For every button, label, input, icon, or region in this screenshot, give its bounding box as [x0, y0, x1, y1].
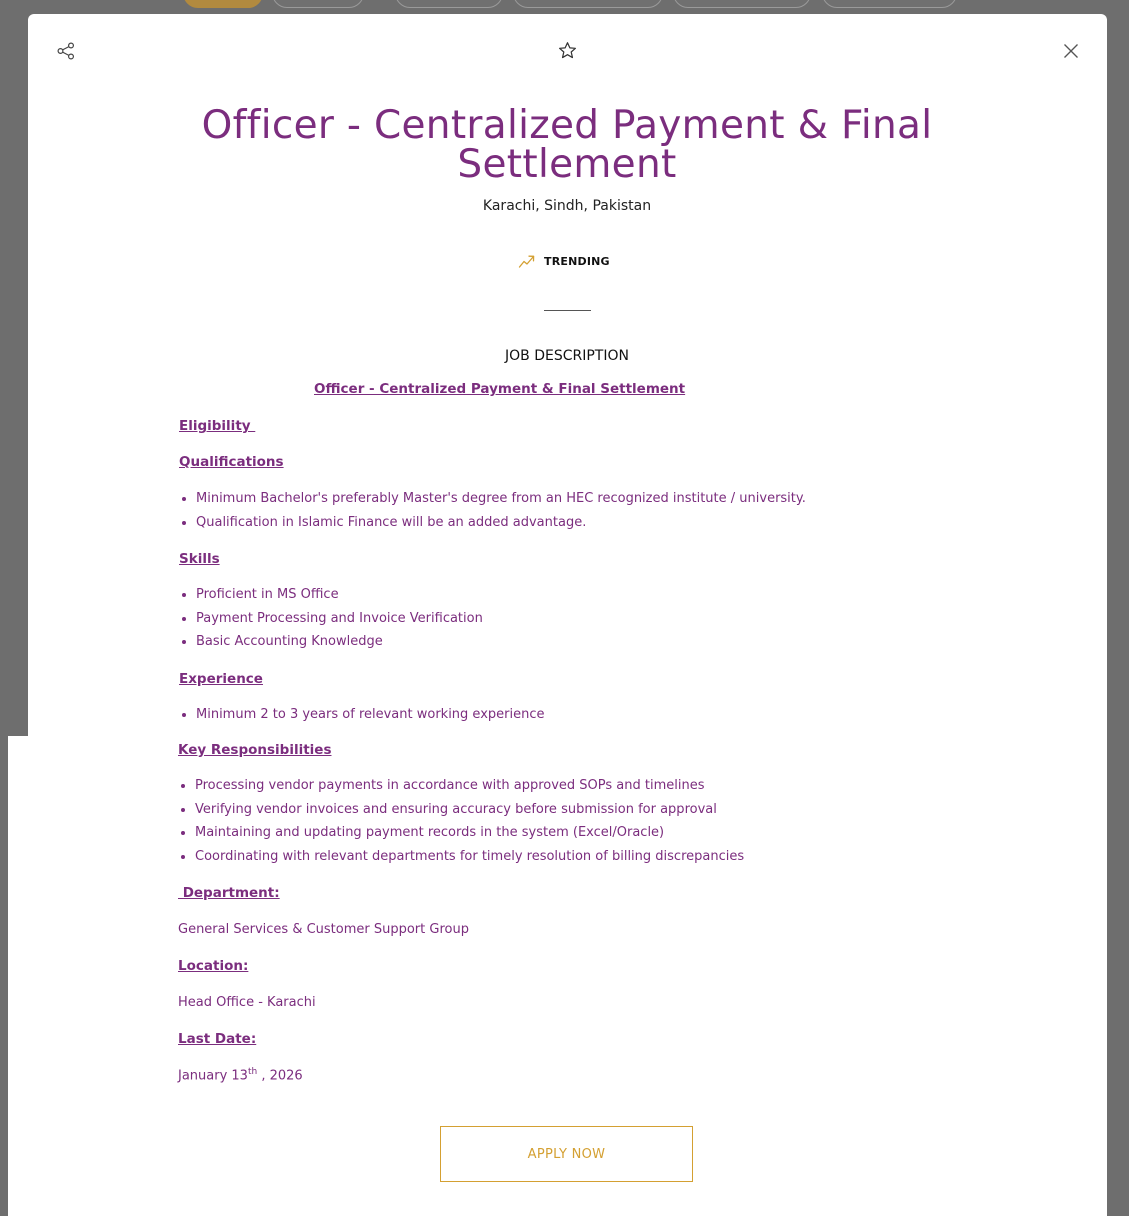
- description-title: Officer - Centralized Payment & Final Settlement: [314, 381, 686, 397]
- key-responsibilities-heading: Key Responsibilities: [178, 742, 332, 758]
- list-item: • Basic Accounting Knowledge: [196, 630, 483, 654]
- skills-heading: Skills: [179, 551, 220, 567]
- responsibilities-list: [178, 774, 744, 868]
- job-location: Karachi, Sindh, Pakistan: [482, 198, 652, 214]
- star-icon: [558, 41, 577, 60]
- apply-now-button[interactable]: APPLY NOW: [440, 1126, 693, 1182]
- trending-badge: [518, 253, 610, 269]
- qualifications-list: [179, 487, 806, 534]
- list-item: • Processing vendor payments in accordance with approved SOPs and timelines: [195, 774, 744, 798]
- department-value: General Services & Customer Support Group: [178, 922, 469, 937]
- divider: [544, 310, 591, 311]
- list-item: • Verifying vendor invoices and ensuring accuracy before submission for approval: [195, 798, 744, 822]
- department-heading: Department:: [178, 885, 280, 901]
- job-title: Officer - Centralized Payment & Final Settlement: [201, 103, 933, 187]
- trending-up-icon: [518, 253, 536, 269]
- list-item: • Coordinating with relevant departments for timely resolution of billing discrepancies: [195, 845, 744, 869]
- list-item: • Qualification in Islamic Finance will be an added advantage.: [196, 511, 806, 535]
- list-item: • Minimum 2 to 3 years of relevant working experience: [196, 703, 544, 727]
- skills-list: [179, 583, 483, 654]
- share-icon: [57, 42, 75, 60]
- list-item: • Minimum Bachelor's preferably Master's degree from an HEC recognized institute / university.: [196, 487, 806, 511]
- close-button[interactable]: [1057, 37, 1085, 65]
- share-button[interactable]: [52, 37, 80, 65]
- last-date-day: January 13: [178, 1068, 248, 1084]
- favorite-button[interactable]: [553, 36, 581, 64]
- last-date-heading: Last Date:: [178, 1031, 257, 1047]
- last-date-value: [178, 1067, 303, 1083]
- qualifications-heading: Qualifications: [179, 454, 284, 470]
- job-description-heading: JOB DESCRIPTION: [505, 348, 629, 364]
- experience-heading: Experience: [179, 671, 263, 687]
- trending-label: TRENDING: [544, 254, 610, 268]
- list-item: • Proficient in MS Office: [196, 583, 483, 607]
- list-item: • Payment Processing and Invoice Verification: [196, 607, 483, 631]
- eligibility-heading: Eligibility: [179, 418, 256, 434]
- close-icon: [1063, 43, 1079, 59]
- location-value: Head Office - Karachi: [178, 995, 316, 1010]
- experience-list: [179, 703, 544, 727]
- list-item: • Maintaining and updating payment records in the system (Excel/Oracle): [195, 821, 744, 845]
- location-heading: Location:: [178, 958, 249, 974]
- last-date-year: , 2026: [257, 1068, 303, 1084]
- last-date-ordinal: th: [247, 1067, 258, 1077]
